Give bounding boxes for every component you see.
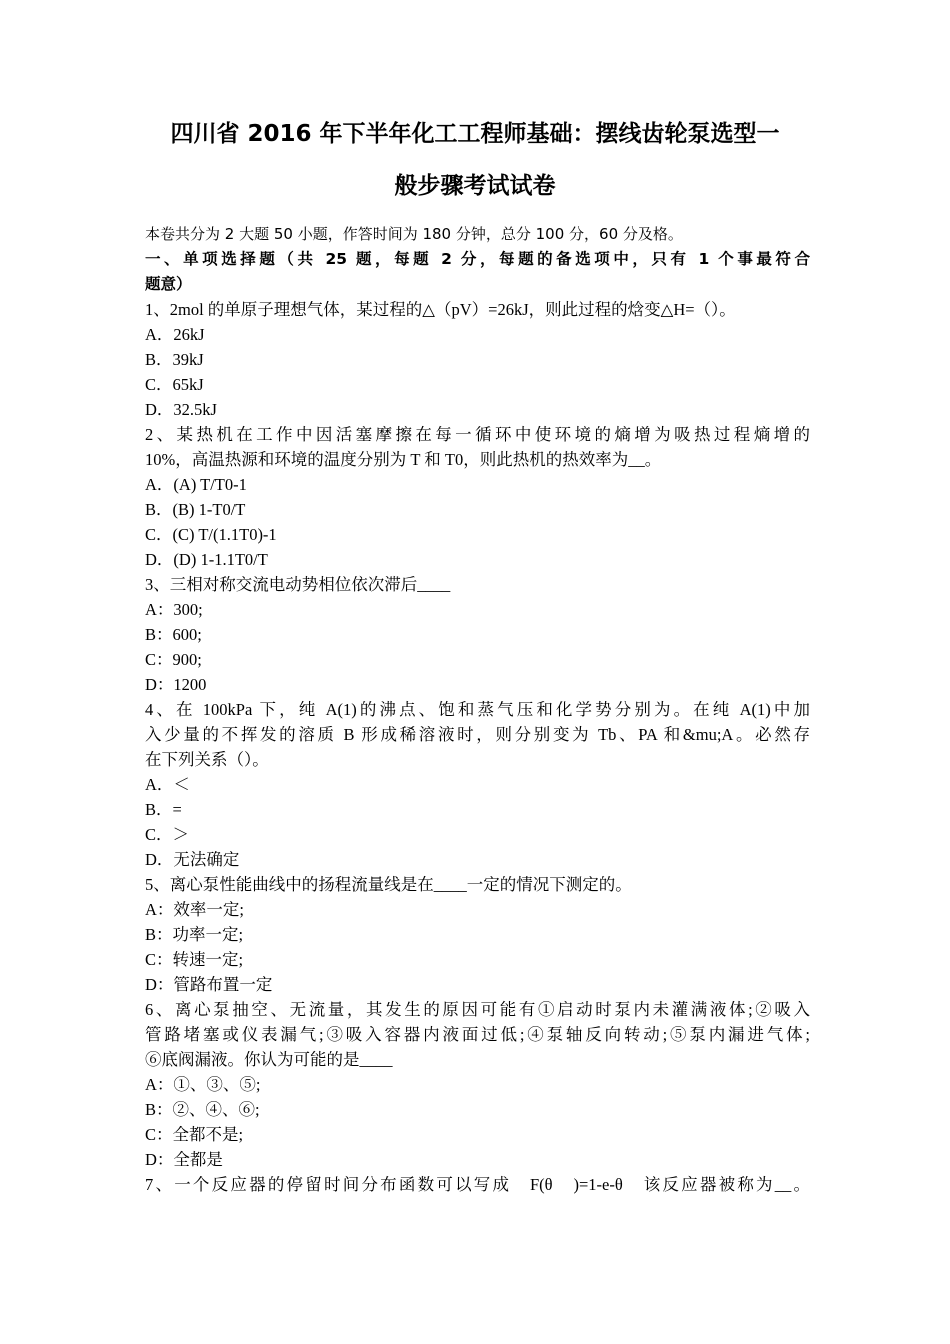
text-line: 管路堵塞或仪表漏气;③吸入容器内液面过低;④泵轴反向转动;⑤泵内漏进气体; [145, 1025, 810, 1044]
text-line: 4、在 100kPa 下，纯 A(1)的沸点、饱和蒸气压和化学势分别为。在纯 A(1)中加 [145, 700, 810, 719]
section-heading-line-2: 题意） [145, 275, 192, 293]
text-line: 入少量的不挥发的溶质 B 形成稀溶液时，则分别变为 Tb、PA 和&mu;A。必然存 [145, 725, 810, 744]
document-title-line-1: 四川省 2016 年下半年化工工程师基础：摆线齿轮泵选型一 [170, 121, 780, 147]
text-line: D．无法确定 [145, 850, 240, 869]
text-line: A．＜ [145, 775, 190, 794]
text-line: D：1200 [145, 675, 207, 694]
text-line: D：全都是 [145, 1150, 223, 1169]
text-line: B．39kJ [145, 350, 204, 369]
text-line: C：转速一定; [145, 950, 244, 969]
text-line: 在下列关系（）。 [145, 750, 269, 769]
text-line: C：900; [145, 650, 202, 669]
text-line: 6、离心泵抽空、无流量，其发生的原因可能有①启动时泵内未灌满液体;②吸入 [145, 1000, 810, 1019]
text-line: B．= [145, 800, 182, 819]
text-line: 2、某热机在工作中因活塞摩擦在每一循环中使环境的熵增为吸热过程熵增的 [145, 425, 810, 444]
text-line: B：②、④、⑥; [145, 1100, 260, 1119]
text-line: 5、离心泵性能曲线中的扬程流量线是在____一定的情况下测定的。 [145, 875, 632, 894]
document-body [145, 222, 810, 1197]
section-heading-line-1: 一、单项选择题（共 25 题，每题 2 分，每题的备选项中，只有 1 个事最符合 [145, 250, 810, 268]
text-line: 1、2mol 的单原子理想气体，某过程的△（pV）=26kJ，则此过程的焓变△H=（）。 [145, 300, 736, 319]
text-line: A．(A) T/T0-1 [145, 475, 247, 494]
text-line: C．(C) T/(1.1T0)-1 [145, 525, 277, 544]
text-line: D．(D) 1-1.1T0/T [145, 550, 268, 569]
text-line: D．32.5kJ [145, 400, 217, 419]
text-line: A：300; [145, 600, 203, 619]
text-line: A：①、③、⑤; [145, 1075, 261, 1094]
document-title-line-2: 般步骤考试试卷 [394, 173, 556, 199]
text-line: C．＞ [145, 825, 190, 844]
text-line: A：效率一定; [145, 900, 244, 919]
text-line: A．26kJ [145, 325, 205, 344]
text-line: B：功率一定; [145, 925, 244, 944]
exam-intro: 本卷共分为 2 大题 50 小题，作答时间为 180 分钟，总分 100 分，60 分及格。 [145, 225, 683, 243]
text-line: 10%，高温热源和环境的温度分别为 T 和 T0，则此热机的热效率为__。 [145, 450, 662, 469]
text-line: 7、一个反应器的停留时间分布函数可以写成 F(θ )=1-e-θ 该反应器被称为__。 [145, 1175, 810, 1194]
text-line: C．65kJ [145, 375, 204, 394]
text-line: 3、三相对称交流电动势相位依次滞后____ [145, 575, 451, 594]
text-line: ⑥底阀漏液。你认为可能的是____ [145, 1050, 393, 1069]
text-line: B：600; [145, 625, 202, 644]
text-line: B．(B) 1-T0/T [145, 500, 246, 519]
text-line: C：全都不是; [145, 1125, 244, 1144]
text-line: D：管路布置一定 [145, 975, 273, 994]
